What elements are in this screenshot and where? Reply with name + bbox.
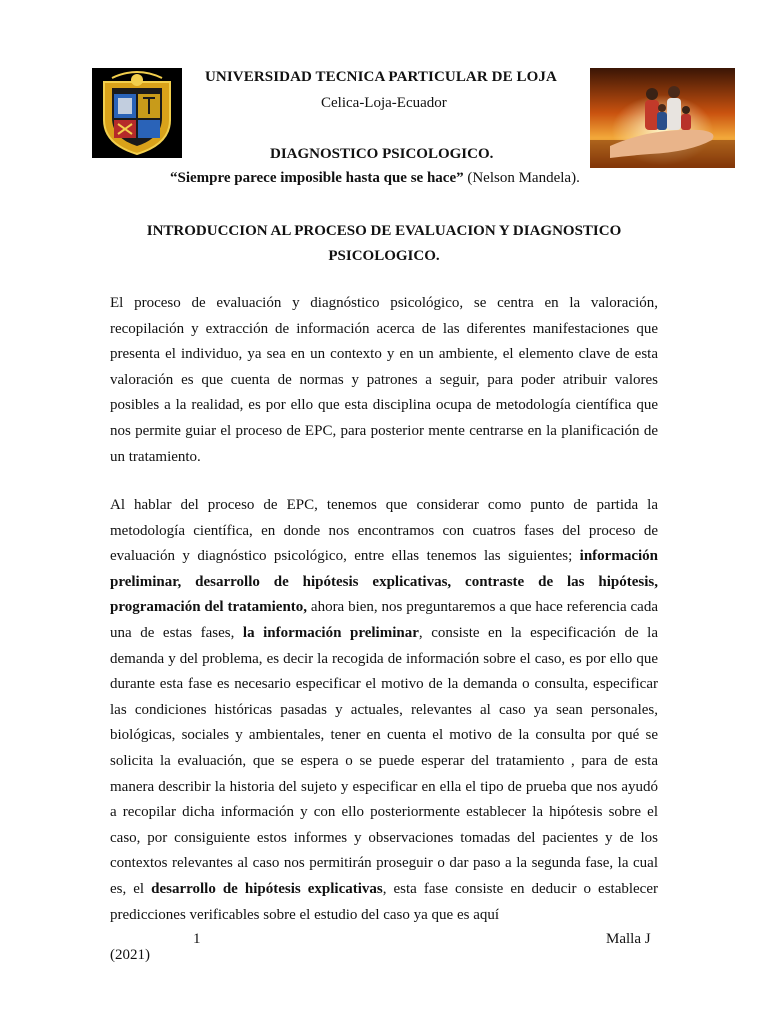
university-logo [92, 68, 182, 158]
document-title: DIAGNOSTICO PSICOLOGICO. [270, 146, 494, 162]
paragraph-phases [110, 493, 658, 928]
footer-author: Malla J [606, 931, 651, 947]
page-number: 1 [193, 931, 201, 947]
university-location: Celica-Loja-Ecuador [321, 95, 447, 111]
shield-icon [92, 68, 182, 158]
section-heading: INTRODUCCION AL PROCESO DE EVALUACION Y DIAGNOSTICO PSICOLOGICO. [146, 223, 622, 264]
quote-text: “Siempre parece imposible hasta que se hace” [170, 170, 464, 186]
paragraph-text: ahora bien, nos preguntaremos a que hace referencia cada una de estas fases, [110, 599, 658, 641]
quote-end: . [576, 170, 580, 186]
footer-year: (2021) [110, 947, 150, 963]
quote-author: (Nelson Mandela) [463, 170, 577, 186]
family-hand-photo [590, 68, 735, 168]
bold-phrase: la información preliminar [242, 624, 419, 641]
paragraph-text: Al hablar del proceso de EPC, tenemos que considerar como punto de partida la metodología científica, en donde nos encontramos con cuatros fases del proceso de evaluación y diagnóstico psicológico, entre ellas tenemos las siguientes; [110, 497, 658, 565]
bold-phrase: información preliminar, desarrollo de hipótesis explicativas, contraste de las hipótesis, programación del tratamiento, [110, 548, 658, 616]
paragraph-intro: El proceso de evaluación y diagnóstico psicológico, se centra en la valoración, recopilación y extracción de información acerca de las diferentes manifestaciones que presenta el individuo, ya sea en un contexto y en un ambiente, el elemento clave de esta valoración es que cuenta de normas y patrones a seguir, para poder atribuir valores posibles a la realidad, es por ello que esta disciplina ocupa de metodología científica que nos permite guiar el proceso de EPC, para posterior mente centrarse en la planificación de un tratamiento. [110, 295, 658, 465]
paragraph-text: , consiste en la especificación de la demanda y del problema, es decir la recogida de información sobre el caso, es por ello que durante esta fase es necesario especificar el motivo de la demanda o consulta, especificar las condiciones históricas pasadas y actuales, relevantes al caso ya sean personales, biológicas, sociales y ambientales, tener en cuenta el motivo de la consulta por qué se solicita la evaluación, que se espera o se puede esperar del tratamiento , para de esta manera describir la historia del sujeto y especificar en ella el tipo de prueba que nos ayudó a recopilar dicha información y con ello posteriormente establecer la hipótesis sobre el caso, por consiguiente estos informes y observaciones tomadas del pacientes y de los contextos relevantes al caso nos permitirán proseguir o dar paso a la segunda fase, la cual es, el [110, 624, 658, 897]
epigraph-quote [170, 170, 580, 187]
university-name: UNIVERSIDAD TECNICA PARTICULAR DE LOJA [205, 69, 557, 85]
paragraph-text: , esta fase consiste en deducir o establecer predicciones verificables sobre el estudio del caso ya que es aquí [110, 880, 658, 923]
bold-phrase: desarrollo de hipótesis explicativas [151, 880, 383, 897]
